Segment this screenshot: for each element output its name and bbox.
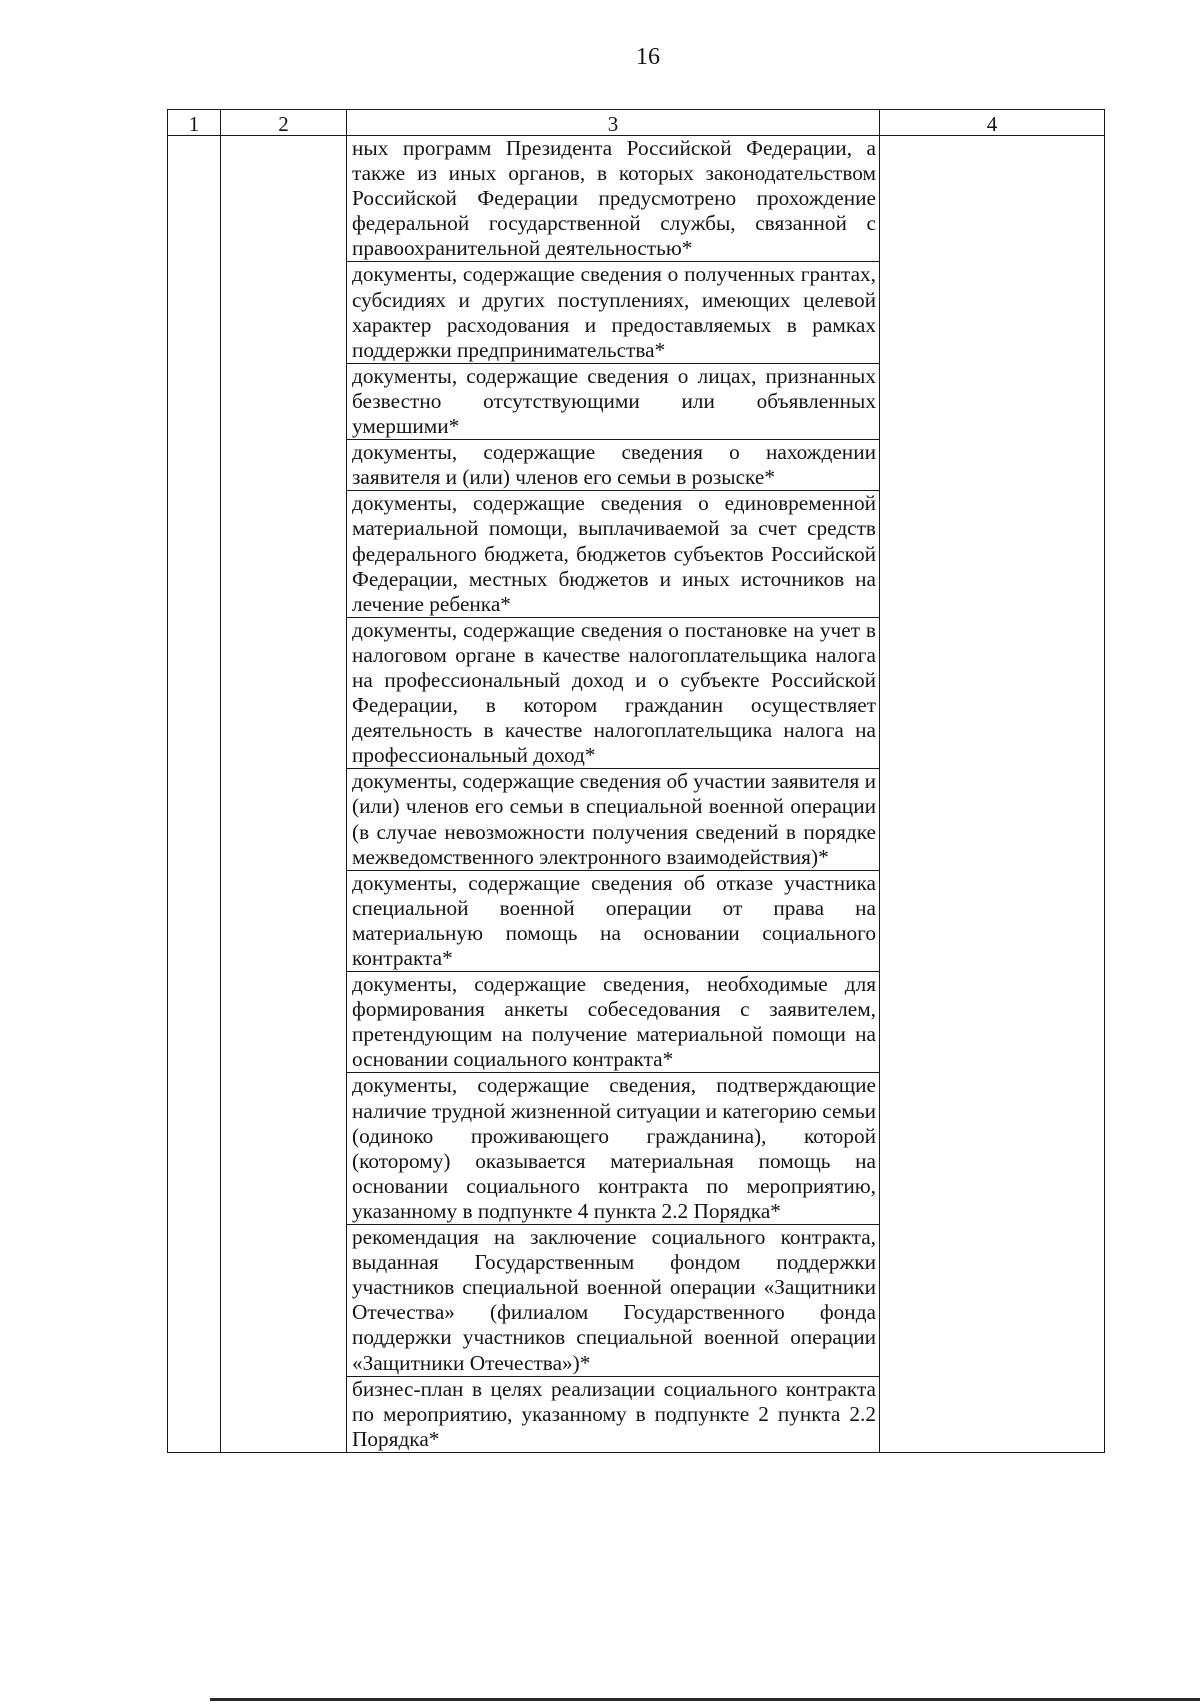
column-3-cell — [347, 136, 880, 1453]
page-bottom-rule — [210, 1698, 1200, 1701]
document-entry: документы, содержащие сведения о единовременной материальной помощи, выплачиваемой за счет средств федерального бюджета, бюджетов субъектов Российской Федерации, местных бюджетов и иных источников на лечение ребенка* — [347, 491, 879, 617]
document-entry: документы, содержащие сведения об отказе участника специальной военной операции от права на материальную помощь на основании социального контракта* — [347, 871, 879, 972]
page-number: 16 — [636, 44, 660, 70]
document-entry: бизнес-план в целях реализации социального контракта по мероприятию, указанному в подпункте 2 пункта 2.2 Порядка* — [352, 1376, 876, 1451]
document-entry: документы, содержащие сведения, подтверждающие наличие трудной жизненной ситуации и категорию семьи (одиноко проживающего гражданина), которой (которому) оказывается материальная помощь на основании социального контракта по мероприятию, указанному в подпункте 4 пункта 2.2 Порядка* — [347, 1073, 879, 1225]
document-entry: документы, содержащие сведения о лицах, признанных безвестно отсутствующими или объявленных умершими* — [347, 364, 879, 440]
document-entry: документы, содержащие сведения о нахождении заявителя и (или) членов его семьи в розыске* — [347, 440, 879, 491]
document-entry: документы, содержащие сведения об участии заявителя и (или) членов его семьи в специальной военной операции (в случае невозможности получения сведений в порядке межведомственного электронного взаимодействия)* — [347, 769, 879, 870]
table-row — [168, 136, 1105, 1453]
document-entry: ных программ Президента Российской Федерации, а также из иных органов, в которых законодательством Российской Федерации предусмотрено прохождение федеральной государственной службы, связанной с правоохранительной деятельностью* — [347, 136, 879, 262]
document-entry: документы, содержащие сведения о постановке на учет в налоговом органе в качестве налогоплательщика налога на профессиональный доход и о субъекте Российской Федерации, в котором гражданин осуществляет деятельность в качестве налогоплательщика налога на профессиональный доход* — [347, 618, 879, 770]
column-header-4: 4 — [880, 110, 1105, 136]
column-header-3: 3 — [347, 110, 880, 136]
column-header-1: 1 — [168, 110, 221, 136]
column-header-2: 2 — [221, 110, 347, 136]
table-header-row — [168, 110, 1105, 136]
column-4-cell — [880, 136, 1105, 1453]
document-table — [167, 109, 1105, 1453]
document-entry: документы, содержащие сведения о полученных грантах, субсидиях и других поступлениях, имеющих целевой характер расходования и предоставляемых в рамках поддержки предпринимательства* — [347, 262, 879, 363]
column-1-cell — [168, 136, 221, 1453]
document-entry: рекомендация на заключение социального контракта, выданная Государственным фондом поддержки участников специальной военной операции «Защитники Отечества» (филиалом Государственного фонда поддержки участников специальной военной операции «Защитники Отечества»)* — [347, 1225, 879, 1377]
document-entry: документы, содержащие сведения, необходимые для формирования анкеты собеседования с заявителем, претендующим на получение материальной помощи на основании социального контракта* — [347, 972, 879, 1073]
column-2-cell — [221, 136, 347, 1453]
